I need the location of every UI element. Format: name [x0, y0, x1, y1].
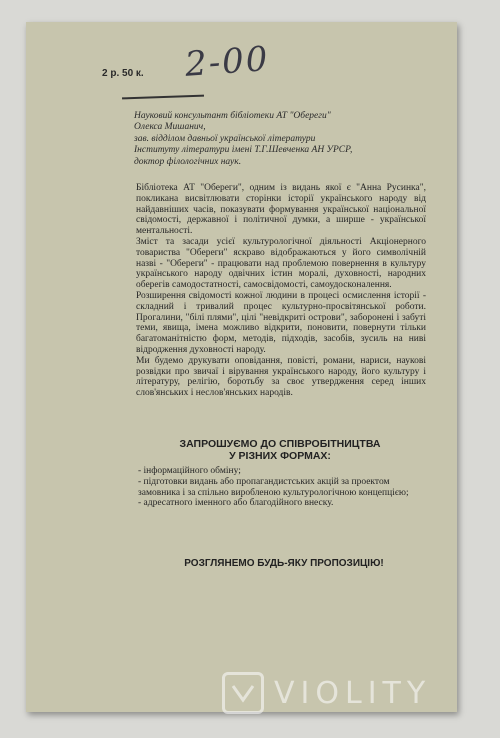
- invitation-heading: [134, 438, 426, 462]
- invitation-heading-line: У РІЗНИХ ФОРМАХ:: [229, 450, 331, 462]
- cooperation-forms-list: [138, 466, 424, 509]
- list-item: - підготовки видань або пропагандистських акцій за проектом замовника і за спільно виробленою культурологічною концепцією;: [138, 476, 409, 498]
- closing-statement: РОЗГЛЯНЕМО БУДЬ-ЯКУ ПРОПОЗИЦІЮ!: [184, 558, 384, 569]
- paragraph: Зміст та засади усієї культурологічної діяльності Акціонерного товариства "Обереги" яскраво відображаються у його символічній назві - "Обереги" - працювати над проблемою повернення в культуру українського народу одвічних істин моралі, духовності, народних оберегів самодостатності, самосвідомості, самоудосконалення.: [136, 236, 426, 291]
- paragraph: Ми будемо друкувати оповідання, повісті, романи, нариси, наукові розвідки про звичаї і вірування українського народу, його культуру і літературу, релігію, боротьбу за своє утвердження серед інших слов'янських і неслов'янських народів.: [136, 355, 426, 399]
- paragraph: Бібліотека АТ "Обереги", одним із видань якої є "Анна Русинка", покликана висвітлювати сторінки історії українського народу від найдавніших часів, показувати формування української національної свідомості, державної і політичної думки, а ширше - української ментальності.: [136, 183, 426, 237]
- consultant-line: доктор філологічних наук.: [134, 156, 242, 167]
- consultant-line: Науковий консультант бібліотеки АТ "Обереги": [134, 111, 331, 121]
- consultant-line: зав. відділом давньої української літератури: [134, 133, 316, 144]
- list-item: - інформаційного обміну;: [138, 466, 241, 476]
- list-item: - адресатного іменного або благодійного внеску.: [138, 498, 334, 509]
- consultant-line: Олекса Мишанич,: [134, 122, 206, 133]
- watermark: [222, 670, 431, 716]
- printed-price: 2 р. 50 к.: [102, 68, 144, 79]
- body-text: [136, 183, 426, 399]
- consultant-line: Інституту літератури імені Т.Г.Шевченка АН УРСР,: [134, 145, 353, 156]
- paragraph: Розширення свідомості кожної людини в процесі осмислення історії - складний і тривалий процес культурно-просвітянської роботи. Прогалини, "білі плями", цілі "невідкриті острови", заборонені і забуті теми, явища, імена можливо відкрити, поновити, повернути тільки багатоманітністю форм, методів, підходів, засобів, зусиль на ниві відродження духовності народу.: [136, 290, 426, 355]
- consultant-block: [134, 111, 434, 168]
- price-strikethrough: [122, 95, 204, 99]
- watermark-text: VIOLITY: [274, 675, 432, 711]
- violity-logo-icon: [222, 672, 264, 714]
- invitation-heading-line: ЗАПРОШУЄМО ДО СПІВРОБІТНИЦТВА: [179, 438, 381, 450]
- handwritten-price: 2-00: [183, 39, 271, 85]
